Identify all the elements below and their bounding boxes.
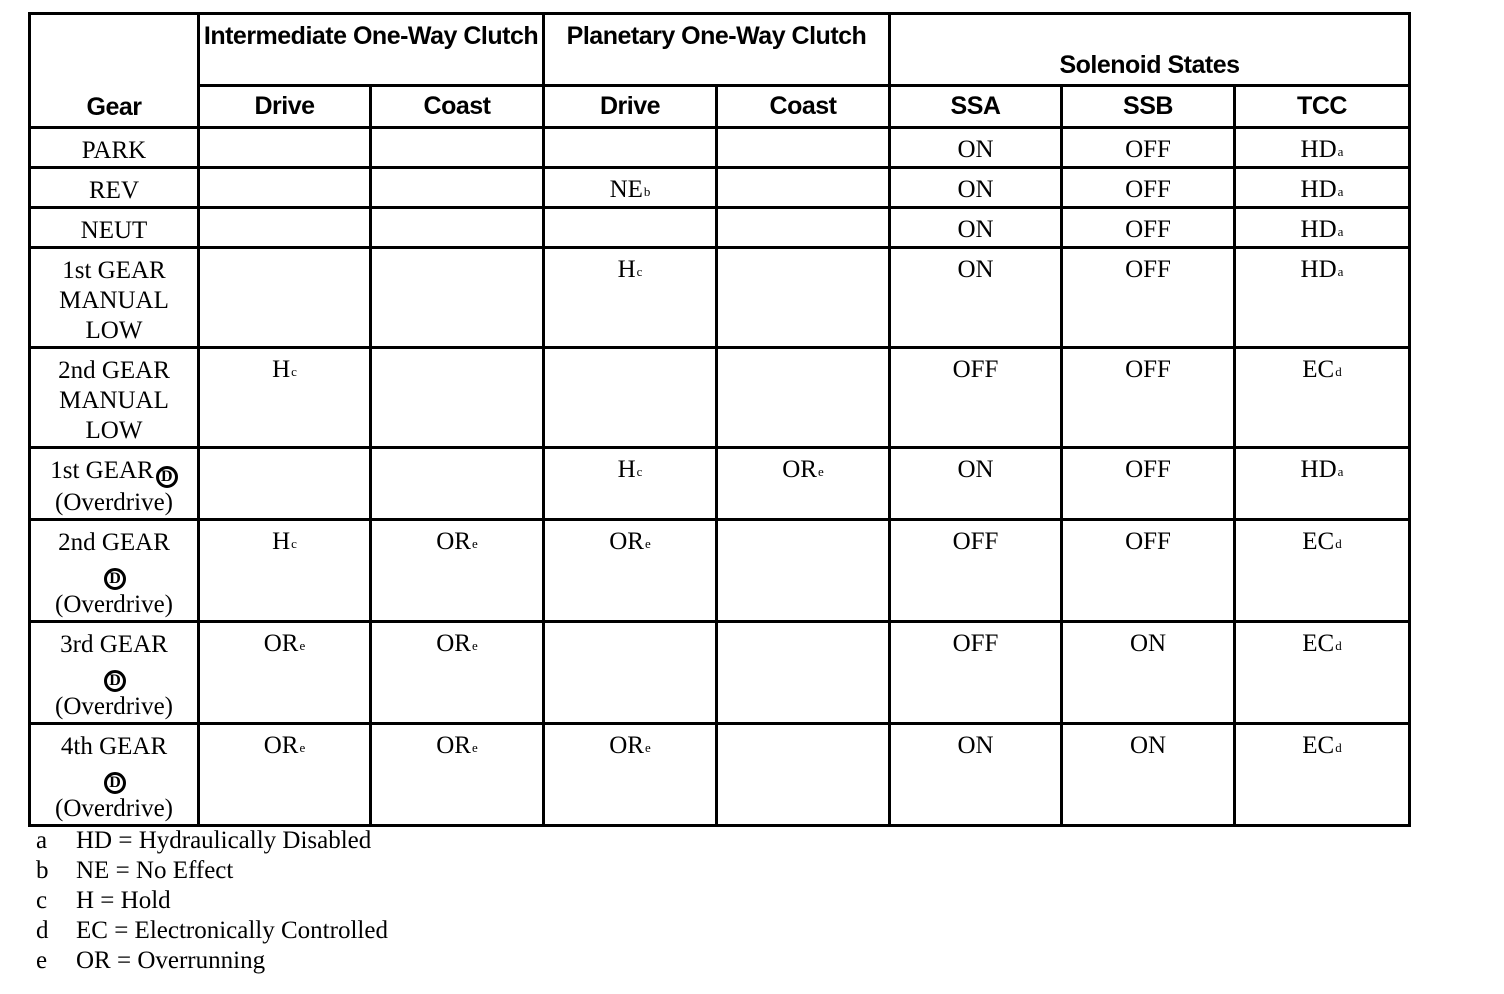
cell-value: ON [957, 136, 994, 163]
footnote-item [36, 916, 388, 946]
cell-intermediate-drive [199, 208, 371, 248]
cell-intermediate-drive [199, 128, 371, 168]
footnote-item [36, 856, 388, 886]
cell-tcc [1235, 128, 1410, 168]
cell-tcc [1235, 724, 1410, 826]
cell-ssa [890, 622, 1062, 724]
cell-planetary-coast [717, 248, 890, 348]
cell-intermediate-coast [371, 724, 544, 826]
table-row [30, 448, 1410, 520]
footnote-marker: e [471, 536, 478, 551]
cell-value: ON [1129, 630, 1167, 657]
cell-planetary-drive [544, 622, 717, 724]
cell-value: ON [957, 456, 994, 483]
cell-value: HD [1300, 256, 1337, 283]
table-row [30, 622, 1410, 724]
cell-planetary-coast [717, 448, 890, 520]
footnote-item [36, 886, 388, 916]
gear-label: (Overdrive) [55, 489, 173, 516]
cell-value: OFF [1125, 356, 1171, 383]
header-ssa: SSA [890, 86, 1062, 128]
cell-value: OR [263, 630, 299, 657]
header-planetary-coast: Coast [717, 86, 890, 128]
cell-value: OFF [1125, 256, 1171, 283]
footnote-item [36, 946, 388, 976]
gear-label: LOW [85, 417, 143, 444]
footnote-marker: b [643, 184, 651, 199]
gear-cell [30, 168, 199, 208]
cell-planetary-drive [544, 248, 717, 348]
cell-planetary-drive [544, 168, 717, 208]
cell-ssb [1062, 128, 1235, 168]
header-planetary-clutch: Planetary One-Way Clutch [544, 14, 890, 86]
cell-ssa [890, 168, 1062, 208]
gear-label: (Overdrive) [55, 693, 173, 720]
table-row [30, 348, 1410, 448]
gear-label: MANUAL [59, 387, 169, 414]
table-row [30, 724, 1410, 826]
cell-ssb [1062, 168, 1235, 208]
gear-cell [30, 208, 199, 248]
overdrive-symbol-icon: D [104, 568, 126, 590]
footnote-marker: a [1337, 184, 1344, 199]
cell-value: HD [1300, 216, 1337, 243]
cell-value: EC [1302, 732, 1335, 759]
footnote-letter: c [36, 887, 48, 914]
footnote-letter: d [36, 917, 49, 944]
cell-intermediate-coast [371, 208, 544, 248]
cell-ssb [1062, 622, 1235, 724]
header-intermediate-coast: Coast [371, 86, 544, 128]
cell-intermediate-coast [371, 248, 544, 348]
gear-cell [30, 348, 199, 448]
cell-value: OFF [952, 630, 999, 657]
cell-ssa [890, 208, 1062, 248]
footnotes [36, 826, 388, 976]
cell-ssb [1062, 448, 1235, 520]
gear-cell [30, 622, 199, 724]
table-row [30, 168, 1410, 208]
footnote-item [36, 826, 388, 856]
cell-intermediate-coast [371, 168, 544, 208]
table-row [30, 248, 1410, 348]
cell-planetary-coast [717, 622, 890, 724]
cell-value: OR [436, 630, 471, 657]
cell-ssa [890, 724, 1062, 826]
footnote-marker: d [1335, 364, 1342, 379]
cell-value: EC [1302, 630, 1335, 657]
footnote-letter: a [36, 827, 48, 854]
cell-value: HD [1300, 456, 1337, 483]
cell-value: OR [436, 528, 471, 555]
gear-label: NEUT [80, 217, 148, 244]
cell-value: OR [609, 732, 644, 759]
cell-value: OR [436, 732, 471, 759]
gear-cell [30, 128, 199, 168]
header-ssb: SSB [1062, 86, 1235, 128]
footnote-marker: e [471, 740, 478, 755]
gear-label: 3rd GEAR [60, 631, 168, 658]
cell-planetary-coast [717, 348, 890, 448]
gear-cell [30, 724, 199, 826]
cell-value: OFF [1125, 216, 1171, 243]
cell-value: H [617, 456, 636, 483]
cell-value: EC [1302, 528, 1335, 555]
gear-label: (Overdrive) [55, 591, 173, 618]
gear-label: REV [89, 177, 139, 204]
footnote-marker: a [1337, 464, 1344, 479]
footnote-marker: a [1337, 144, 1344, 159]
cell-tcc [1235, 248, 1410, 348]
cell-value: OFF [1125, 528, 1171, 555]
cell-value: OFF [1125, 456, 1171, 483]
cell-value: ON [957, 176, 994, 203]
overdrive-symbol-icon: D [156, 466, 178, 488]
footnote-marker: e [644, 740, 651, 755]
cell-planetary-drive [544, 520, 717, 622]
cell-ssa [890, 348, 1062, 448]
cell-intermediate-drive [199, 724, 371, 826]
cell-intermediate-coast [371, 128, 544, 168]
header-tcc: TCC [1235, 86, 1410, 128]
header-intermediate-drive: Drive [199, 86, 371, 128]
gear-cell [30, 448, 199, 520]
gear-label: 2nd GEAR [58, 529, 170, 556]
overdrive-symbol-icon: D [104, 670, 126, 692]
header-intermediate-clutch: Intermediate One-Way Clutch [199, 14, 544, 86]
shift-solenoid-table [28, 12, 1411, 827]
cell-planetary-drive [544, 128, 717, 168]
footnote-letter: b [36, 857, 49, 884]
cell-value: H [272, 356, 291, 383]
footnote-text: OR = Overrunning [76, 947, 266, 974]
cell-value: ON [957, 256, 994, 283]
overdrive-symbol-icon: D [104, 772, 126, 794]
table-row [30, 208, 1410, 248]
gear-label: 1st GEAR [62, 257, 166, 284]
gear-cell [30, 248, 199, 348]
cell-intermediate-coast [371, 448, 544, 520]
cell-value: OR [263, 732, 299, 759]
footnote-marker: e [817, 464, 824, 479]
cell-ssb [1062, 208, 1235, 248]
footnote-marker: d [1335, 638, 1342, 653]
footnote-marker: e [644, 536, 651, 551]
cell-ssb [1062, 348, 1235, 448]
cell-planetary-drive [544, 348, 717, 448]
header-planetary-drive: Drive [544, 86, 717, 128]
gear-label: 4th GEAR [60, 733, 168, 760]
footnote-marker: c [636, 464, 643, 479]
footnote-marker: c [291, 364, 297, 379]
cell-ssa [890, 448, 1062, 520]
footnote-marker: e [299, 638, 306, 653]
gear-label: MANUAL [59, 287, 169, 314]
cell-planetary-drive [544, 448, 717, 520]
cell-value: OFF [952, 356, 999, 383]
gear-label: 1st GEAR [50, 457, 154, 484]
footnote-marker: a [1337, 224, 1344, 239]
footnote-text: EC = Electronically Controlled [76, 917, 388, 944]
cell-ssb [1062, 520, 1235, 622]
cell-planetary-coast [717, 128, 890, 168]
cell-value: H [272, 528, 291, 555]
cell-value: H [617, 256, 636, 283]
cell-intermediate-coast [371, 348, 544, 448]
cell-ssa [890, 520, 1062, 622]
cell-value: ON [957, 732, 994, 759]
table-row [30, 520, 1410, 622]
cell-tcc [1235, 622, 1410, 724]
cell-intermediate-coast [371, 520, 544, 622]
cell-planetary-coast [717, 520, 890, 622]
cell-ssa [890, 128, 1062, 168]
cell-tcc [1235, 520, 1410, 622]
cell-intermediate-drive [199, 622, 371, 724]
cell-tcc [1235, 448, 1410, 520]
cell-tcc [1235, 208, 1410, 248]
cell-planetary-drive [544, 208, 717, 248]
cell-value: NE [609, 176, 643, 203]
cell-intermediate-coast [371, 622, 544, 724]
cell-value: ON [957, 216, 994, 243]
gear-label: 2nd GEAR [58, 357, 170, 384]
cell-value: ON [1129, 732, 1167, 759]
gear-label: (Overdrive) [55, 795, 173, 822]
cell-planetary-coast [717, 168, 890, 208]
footnote-marker: c [291, 536, 297, 551]
gear-cell [30, 520, 199, 622]
footnote-text: H = Hold [76, 887, 171, 914]
footnote-marker: c [636, 264, 643, 279]
footnote-marker: d [1335, 740, 1342, 755]
cell-value: OFF [1125, 136, 1171, 163]
footnote-text: HD = Hydraulically Disabled [76, 827, 372, 854]
cell-value: OR [782, 456, 817, 483]
gear-label: LOW [85, 317, 143, 344]
cell-intermediate-drive [199, 520, 371, 622]
cell-value: OFF [1125, 176, 1171, 203]
footnote-marker: e [471, 638, 478, 653]
cell-intermediate-drive [199, 168, 371, 208]
cell-ssb [1062, 248, 1235, 348]
cell-intermediate-drive [199, 348, 371, 448]
header-solenoid-states: Solenoid States [890, 14, 1410, 86]
cell-planetary-drive [544, 724, 717, 826]
cell-value: EC [1302, 356, 1335, 383]
footnote-marker: e [299, 740, 306, 755]
cell-tcc [1235, 168, 1410, 208]
cell-intermediate-drive [199, 448, 371, 520]
cell-intermediate-drive [199, 248, 371, 348]
header-gear: Gear [30, 14, 199, 128]
cell-value: OR [609, 528, 644, 555]
cell-planetary-coast [717, 724, 890, 826]
cell-tcc [1235, 348, 1410, 448]
table-row [30, 128, 1410, 168]
cell-value: HD [1300, 176, 1337, 203]
footnote-letter: e [36, 947, 48, 974]
cell-value: OFF [952, 528, 999, 555]
cell-planetary-coast [717, 208, 890, 248]
gear-label: PARK [81, 137, 147, 164]
cell-value: HD [1300, 136, 1337, 163]
footnote-marker: d [1335, 536, 1342, 551]
footnote-marker: a [1337, 264, 1344, 279]
cell-ssb [1062, 724, 1235, 826]
cell-ssa [890, 248, 1062, 348]
footnote-text: NE = No Effect [76, 857, 234, 884]
